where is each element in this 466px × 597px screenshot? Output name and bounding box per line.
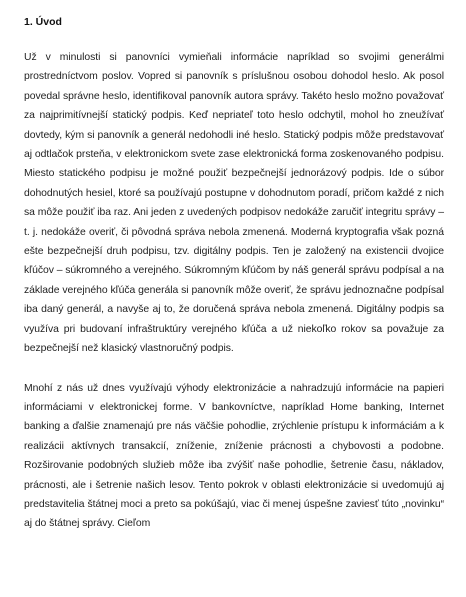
document-page <box>24 15 444 534</box>
section-heading: 1. Úvod <box>24 16 62 28</box>
paragraph-electronization: Mnohí z nás už dnes využívajú výhody elektronizácie a nahradzujú informácie na papieri informáciami v elektronickej forme. V bankovníctve, napríklad Home banking, Internet banking a ďalšie znamenajú pre nás väčšie pohodlie, zrýchlenie prístupu k informáciám a k realizácii aktívnych transakcií, zníženie, zníženie prácnosti a chybovosti a podobne. Rozširovanie podobných služieb môže iba zvýšiť naše pohodlie, šetrenie času, nákladov, prácnosti, ale i šetrenie našich lesov. Tento pokrok v oblasti elektronizácie si uvedomujú aj predstavitelia štátnej moci a preto sa pokúšajú, viac či menej úspešne zaviesť túto „novinku“ aj do štátnej správy. Cieľom <box>24 382 444 530</box>
paragraph-signatures: Už v minulosti si panovníci vymieňali informácie napríklad so svojimi generálmi prostredníctvom poslov. Vopred si panovník s príslušnou osobou dohodol heslo. Ak posol povedal správne heslo, identifikoval panovník autora správy. Takéto heslo možno považovať za najprimitívnejší statický podpis. Keď nepriateľ toto heslo odchytil, mohol ho zneužívať dovtedy, kým si panovník a generál nedohodli iné heslo. Statický podpis môže predstavovať aj odtlačok prsteňa, v elektronickom svete zase elektronická forma zoskenovaného podpisu. Miesto statického podpisu je možné použiť bezpečnejší jednorázový podpis. Ide o súbor dohodnutých hesiel, ktoré sa používajú postupne v dohodnutom poradí, pričom každé z nich sa môže použiť iba raz. Ani jeden z uvedených podpisov nedokáže zaručiť integritu správy – t. j. nedokáže overiť, či pôvodná správa nebola zmenená. Moderná kryptografia však pozná ešte bezpečnejší druh podpisu, tzv. digitálny podpis. Ten je založený na existencii dvojice kľúčov – súkromného a verejného. Súkromným kľúčom by náš generál správu podpísal a na základe verejného kľúča generála si panovník môže overiť, že správu jednoznačne podpísal iba daný generál, a navyše aj to, že doručená správa nebola zmenená. Digitálny podpis sa využíva pri budovaní infraštruktúry verejného kľúča a už niekoľko rokov sa považuje za bezpečnejší než klasický vlastnoručný podpis. <box>24 52 444 355</box>
